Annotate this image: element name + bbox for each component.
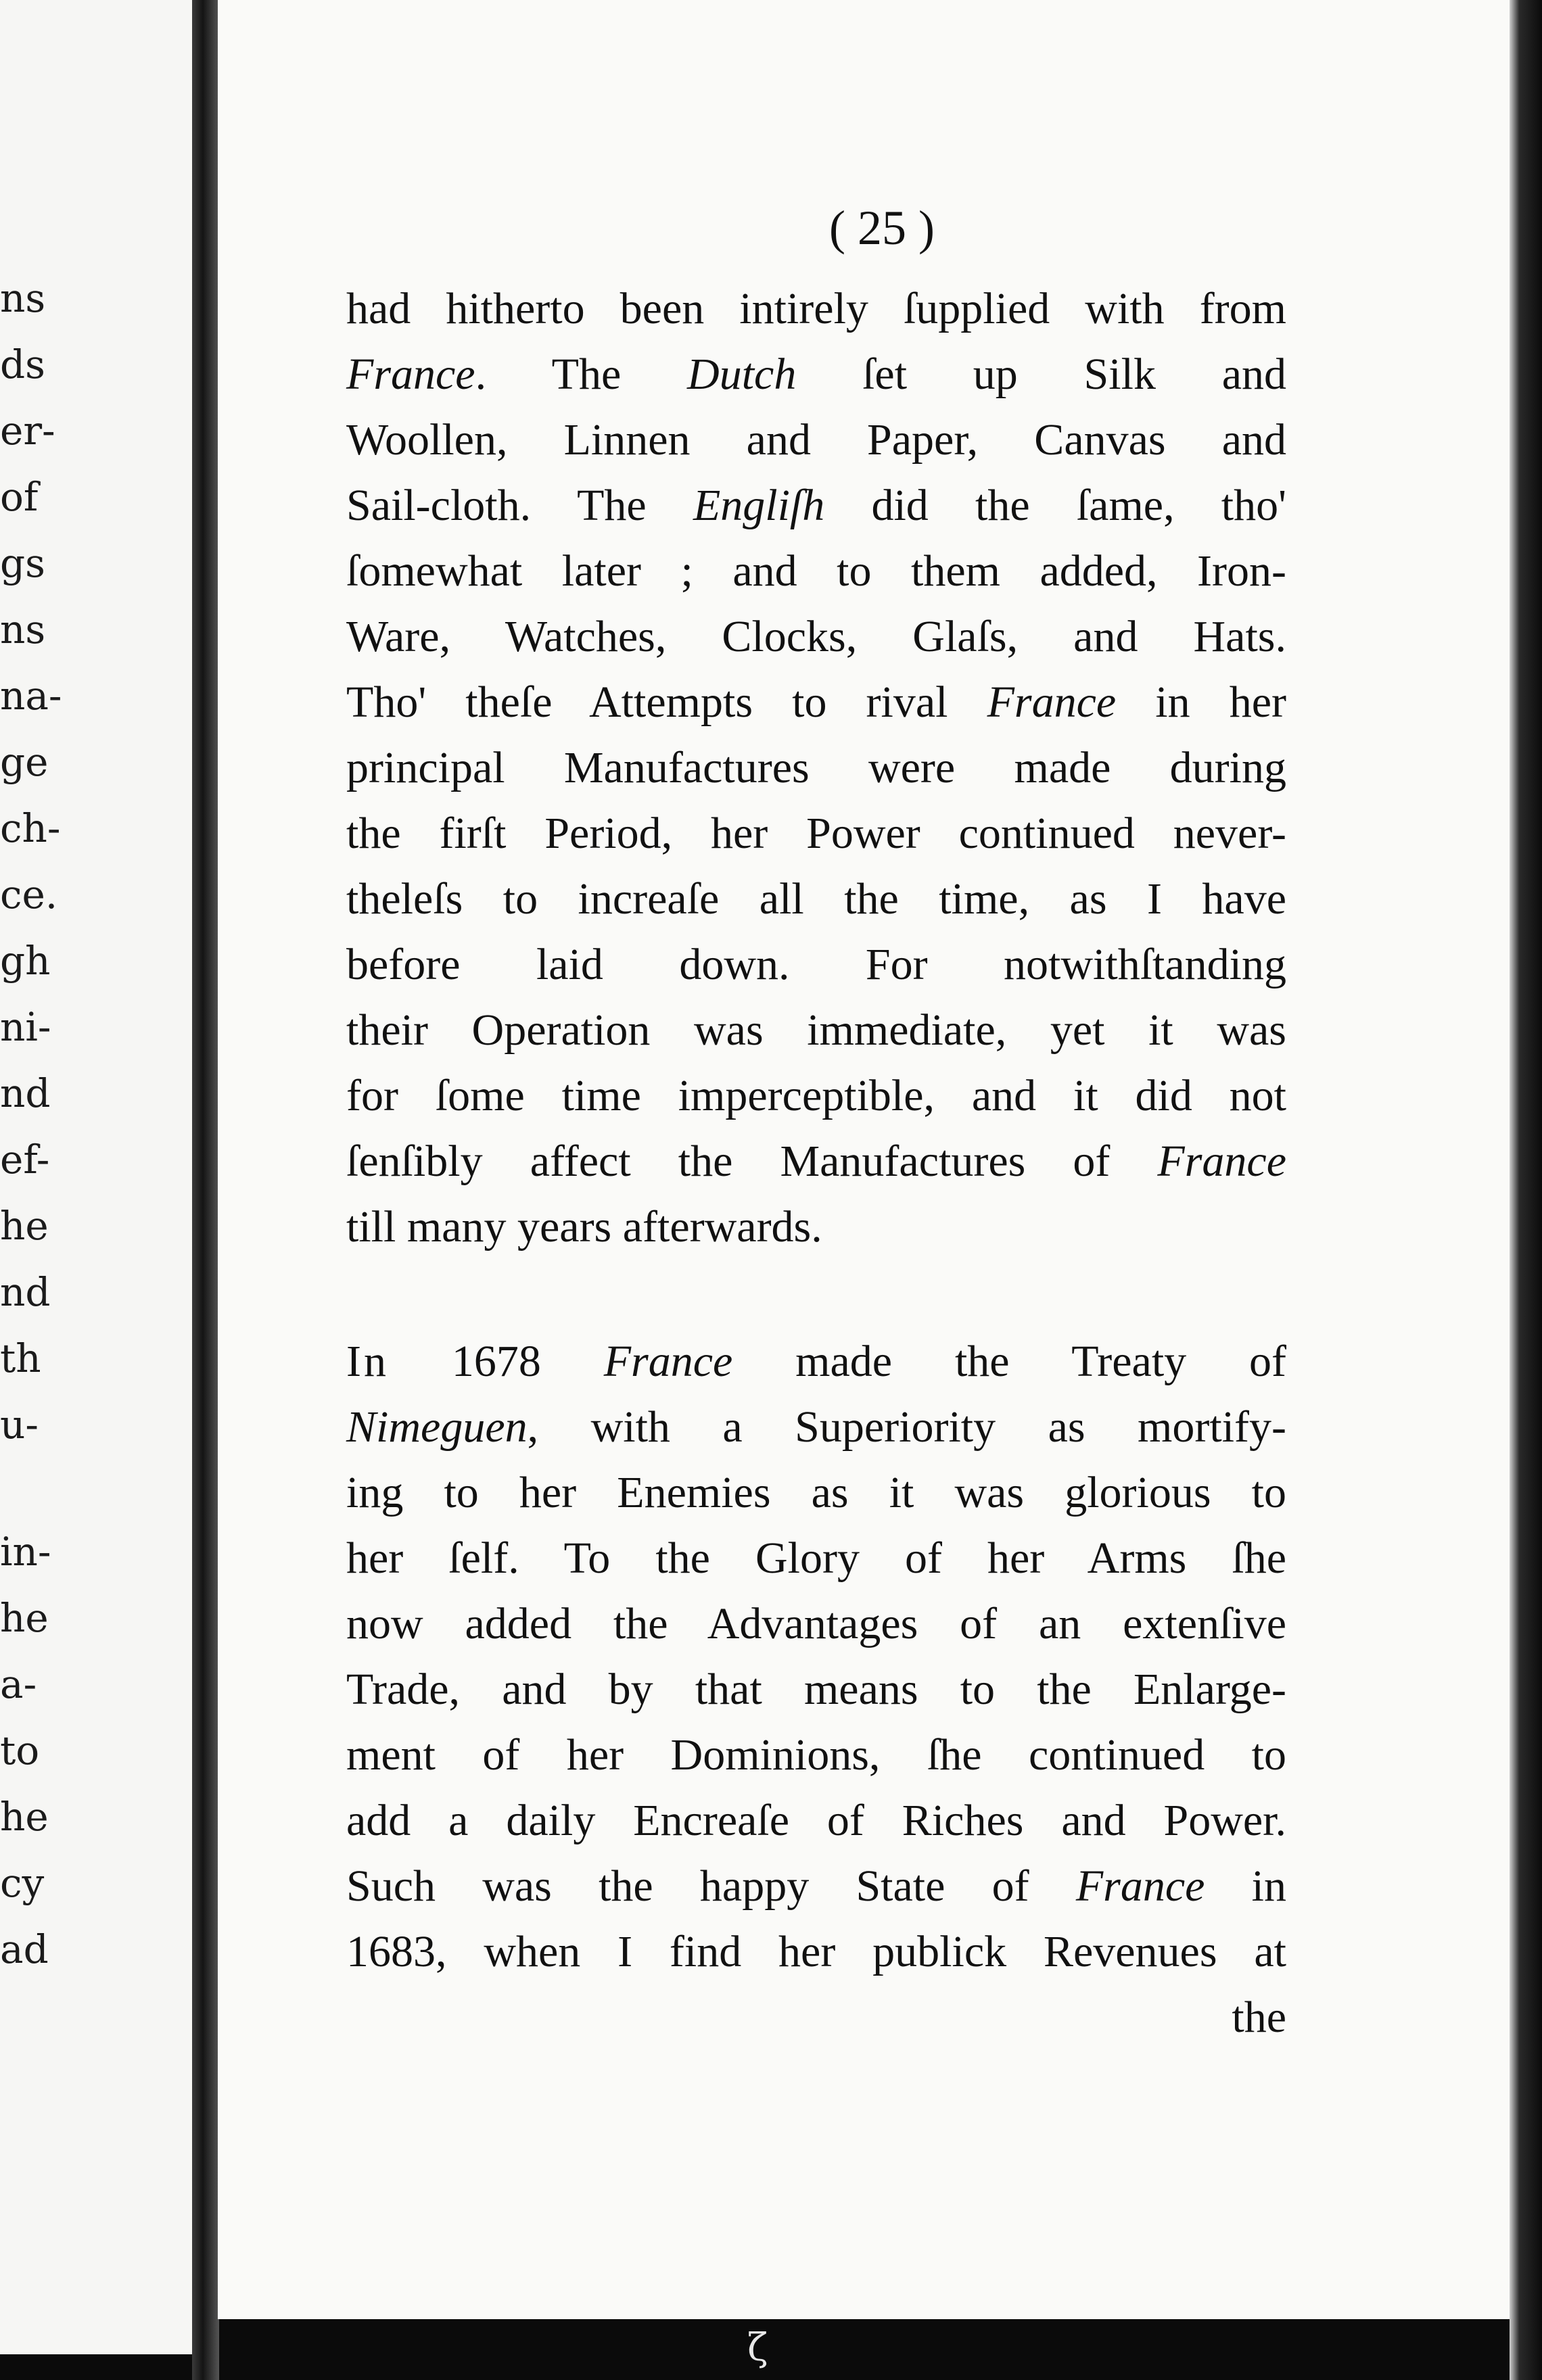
text-line: Ware, Watches, Clocks, Glaſs, and Hats. (346, 612, 1286, 661)
previous-page-fragment: na- (0, 673, 62, 719)
text-line: principal Manufactures were made during (346, 743, 1286, 792)
page-number: ( 25 ) (829, 201, 935, 255)
text-line: ment of her Dominions, ſhe continued to (346, 1730, 1286, 1780)
previous-page-fragment: ch- (0, 805, 61, 851)
text-line: her ſelf. To the Glory of her Arms ſhe (346, 1533, 1286, 1583)
previous-page-fragment: ni- (0, 1004, 51, 1050)
page-body-text (346, 276, 1286, 2050)
previous-page-line-fragments (0, 265, 61, 1982)
text-line: Such was the happy State of France in (346, 1861, 1286, 1911)
previous-page-fragment: to (0, 1728, 40, 1774)
book-page (218, 0, 1512, 2319)
text-line: theleſs to increaſe all the time, as I have (346, 874, 1286, 924)
text-line: before laid down. For notwithſtanding (346, 940, 1286, 989)
text-line: ſenſibly affect the Manufactures of France (346, 1137, 1286, 1186)
text-line: the firſt Period, her Power continued never- (346, 809, 1286, 858)
text-line: Nimeguen, with a Superiority as mortify- (346, 1402, 1286, 1452)
previous-page-fragment: er- (0, 408, 55, 454)
text-line: Trade, and by that means to the Enlarge- (346, 1665, 1286, 1714)
previous-page-fragment: he (0, 1203, 49, 1249)
previous-page-fragment: cy (0, 1860, 45, 1906)
previous-page-fragment: ns (0, 606, 46, 652)
bottom-binding-mark: ζ (747, 2326, 768, 2370)
previous-page-fragment: of (0, 474, 39, 520)
text-line: had hitherto been intirely ſupplied with from (346, 284, 1286, 333)
previous-page-fragment: nd (0, 1269, 51, 1315)
previous-page-fragment: he (0, 1794, 49, 1840)
previous-page-fragment: gs (0, 540, 45, 586)
previous-page-fragment: gh (0, 938, 51, 984)
previous-page-fragment: ge (0, 739, 49, 785)
text-line: 1683, when I find her publick Revenues at (346, 1927, 1286, 1976)
paragraph-1 (346, 276, 1286, 1260)
page-edge-shadow (1510, 0, 1542, 2380)
previous-page-fragment: ef- (0, 1137, 50, 1183)
text-line: ſomewhat later ; and to them added, Iron- (346, 546, 1286, 596)
text-line: Sail-cloth. The Engliſh did the ſame, tho' (346, 481, 1286, 530)
previous-page-fragment: nd (0, 1070, 51, 1116)
previous-page-fragment (0, 1458, 61, 1519)
text-line: In 1678 France made the Treaty of (346, 1337, 1287, 1386)
previous-page-fragment: ad (0, 1926, 49, 1972)
previous-page-fragment: ns (0, 275, 46, 321)
text-line: till many years afterwards. (346, 1202, 822, 1252)
text-line: France. The Dutch ſet up Silk and (346, 350, 1286, 399)
previous-page-fragment: ds (0, 341, 45, 387)
book-gutter (192, 0, 219, 2380)
text-line: ing to her Enemies as it was glorious to (346, 1468, 1286, 1517)
previous-page-fragment: a- (0, 1661, 37, 1707)
previous-page-fragment: ce. (0, 872, 58, 918)
paragraph-2 (346, 1329, 1286, 2050)
previous-page-fragment: th (0, 1335, 41, 1381)
text-line: Woollen, Linnen and Paper, Canvas and (346, 415, 1286, 465)
text-line: now added the Advantages of an extenſive (346, 1599, 1286, 1648)
previous-page-fragment: he (0, 1595, 49, 1641)
text-line: their Operation was immediate, yet it was (346, 1005, 1286, 1055)
previous-page-edge (0, 0, 203, 2354)
previous-page-fragment: u- (0, 1402, 39, 1448)
text-line: for ſome time imperceptible, and it did not (346, 1071, 1286, 1120)
text-line: add a daily Encreaſe of Riches and Power. (346, 1796, 1286, 1845)
previous-page-fragment: in- (0, 1529, 51, 1575)
text-line: Tho' theſe Attempts to rival France in her (346, 677, 1286, 727)
catchword: the (1232, 1993, 1286, 2042)
